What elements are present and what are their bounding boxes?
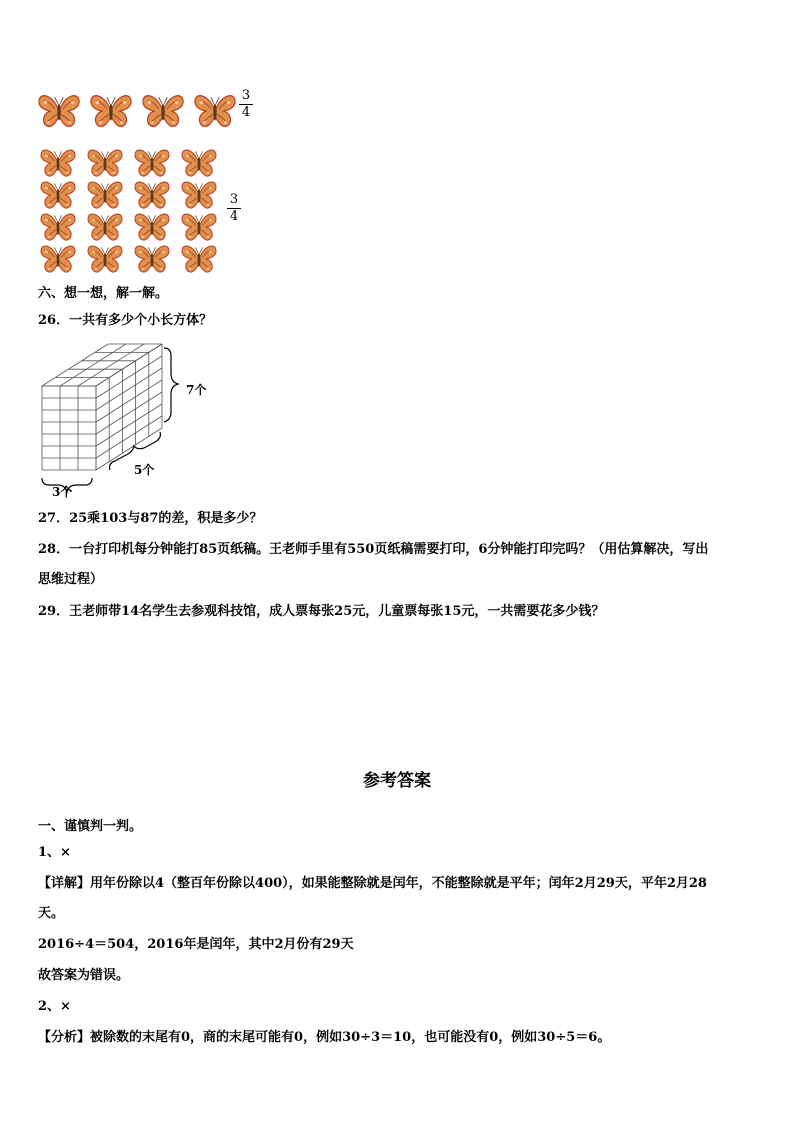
fraction-denominator: 4 [229,209,239,224]
cuboid-grid-line [96,392,162,434]
fraction-row-1 [239,89,253,120]
butterfly-icon [38,243,78,279]
butterfly-row-1 [38,92,248,132]
butterfly-icon [90,92,132,134]
fraction-grid [227,193,241,224]
butterfly-icon [194,92,236,134]
answer-title: 参考答案 [363,771,431,791]
fraction-numerator: 3 [241,88,251,103]
label-height: 7个 [186,383,207,397]
cuboid-grid-line [96,368,162,410]
butterfly-icon [179,243,219,279]
cuboid-grid-line [42,344,108,386]
butterfly-icon [38,147,78,183]
label-depth: 5个 [134,463,155,477]
butterfly-icon [132,179,172,215]
answer-1-conclusion: 故答案为错误。 [38,968,130,983]
butterfly-grid [38,147,228,277]
butterfly-icon [179,179,219,215]
cuboid-diagram [38,338,228,500]
butterfly-icon [132,243,172,279]
butterfly-icon [38,92,80,134]
answer-1-calc: 2016÷4＝504，2016年是闰年，其中2月份有29天 [38,937,354,952]
label-width: 3个 [52,485,73,499]
fraction-numerator: 3 [229,192,239,207]
cuboid-grid-line [96,380,162,422]
butterfly-icon [85,211,125,247]
question-26: 26．一共有多少个小长方体？ [38,313,213,328]
cuboid-grid-line [96,404,162,446]
section-6-heading: 六、想一想，解一解。 [38,286,169,301]
fraction-denominator: 4 [241,105,251,120]
answer-1-detail-line-2: 天。 [38,906,65,921]
butterfly-icon [85,243,125,279]
question-29: 29．王老师带14名学生去参观科技馆，成人票每张25元，儿童票每张15元，一共需要花多少钱？ [38,604,605,619]
cuboid-grid-line [60,344,126,386]
cuboid-grid-line [78,344,144,386]
butterfly-icon [179,147,219,183]
butterfly-icon [179,211,219,247]
butterfly-icon [132,211,172,247]
butterfly-icon [38,211,78,247]
butterfly-icon [38,179,78,215]
cuboid-grid-line [96,356,162,398]
answer-1-detail-line-1: 【详解】用年份除以4（整百年份除以400），如果能整除就是闰年，不能整除就是平年；闰年2月29天，平年2月28 [38,876,707,891]
cuboid-grid-line [96,344,162,386]
question-27: 27．25乘103与87的差，积是多少？ [38,511,263,526]
butterfly-icon [142,92,184,134]
cuboid-grid-line [96,416,162,458]
butterfly-icon [85,147,125,183]
butterfly-icon [132,147,172,183]
answer-2-analysis: 【分析】被除数的末尾有0，商的末尾可能有0，例如30÷3＝10，也可能没有0，例如30÷5＝6。 [38,1030,611,1045]
answer-2-mark: 2、× [38,999,71,1014]
question-28-line-2: 思维过程） [38,572,104,587]
butterfly-icon [85,179,125,215]
question-28-line-1: 28．一台打印机每分钟能打85页纸稿。王老师手里有550页纸稿需要打印，6分钟能打印完吗？（用估算解决，写出 [38,542,709,557]
section-1-heading: 一、谨慎判一判。 [38,819,143,834]
answer-1-mark: 1、× [38,845,71,860]
